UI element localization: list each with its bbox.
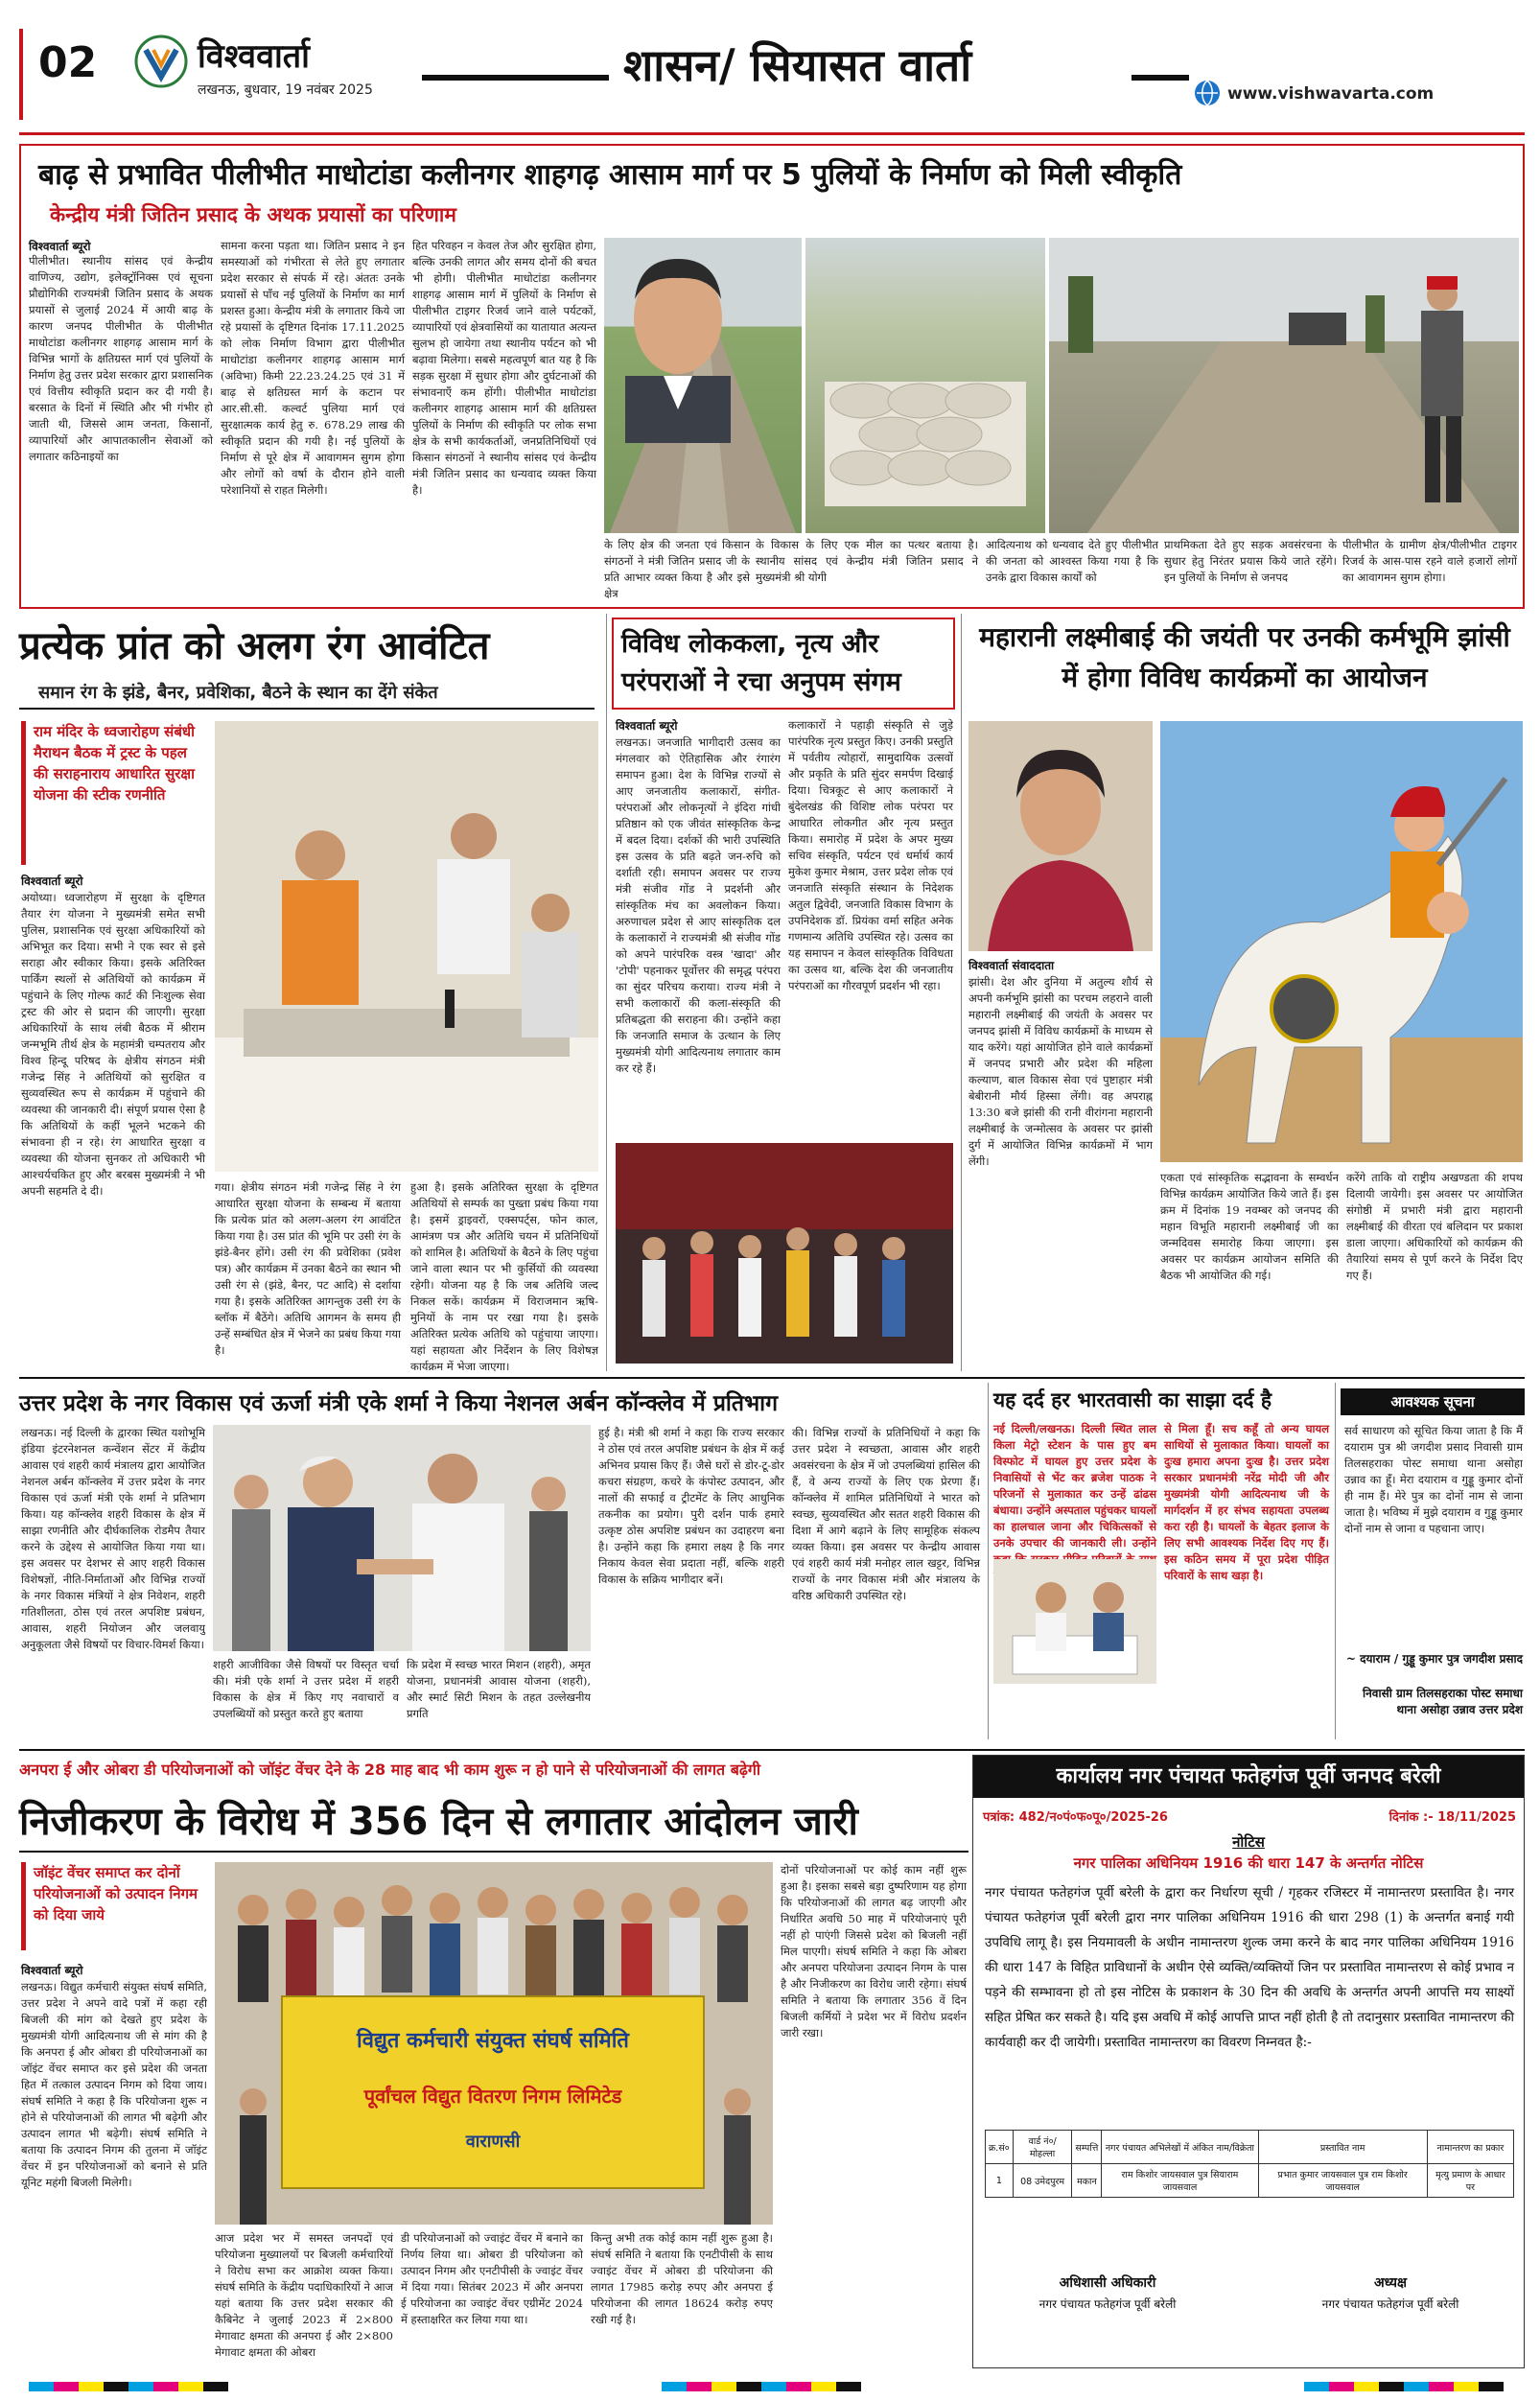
story3-byline: विश्ववार्ता ब्यूरो — [616, 719, 678, 733]
page-number: 02 — [38, 38, 98, 87]
horizontal-rule-2 — [19, 1377, 1525, 1379]
story-laxmibai-jayanti — [967, 614, 1525, 1371]
story2-col1: अयोध्या। ध्वजारोहण में सुरक्षा के दृष्टिगत तैयार रंग योजना ने मुख्यमंत्री समेत सभी पुलिस, प्रशासनिक एवं सुरक्षा अधिकारियों को अभिभूत कर दिया। सभी ने एक स्वर से इसे सराहा और स्वीकार किया। इसके अतिरिक्त पार्किंग स्थलों से अतिथियों को कार्यक्रम में पहुंचाने के लिए गोल्फ कार्ट की निःशुल्क सेवा ट्रस्ट की ओर से प्रदान की जाएगी। सुरक्षा अधिकारियों के साथ लंबी बैठक में श्रीराम जन्मभूमि तीर्थ क्षेत्र के महामंत्री चम्पतराय और विश्व हिन्दू परिषद के क्षेत्रीय संगठन मंत्री गजेन्द्र सिंह ने अतिथियों को सुरक्षित व सुव्यवस्थित रूप से कार्यक्रम में पहुंचाने की व्यवस्था की जानकारी दी। संपूर्ण प्रयास ऐसा है कि अतिथियों के कहीं भूलने भटकने की संभावना ही न रहे। रंग आधारित सुरक्षा व व्यवस्था की योजना सुनकर तो अधिकारी भी आश्चर्यचकित हुए और बरबस मुख्यमंत्री ने भी अपनी सहमति दे दी। — [21, 891, 205, 1198]
globe-icon — [1193, 79, 1222, 107]
story8-col3: डी परियोजनाओं को ज्वाइंट वेंचर में बनाने का निर्णय लिया था। ओबरा डी परियोजना को उत्पादन निगम और एनटीपीसी के ज्वाइंट वेंचर में दिया गया। सितंबर 2023 में और अनपरा ई परियोजना का ज्वाइंट वेंचर एग्रीमेंट 2024 में हस्ताक्षरित कर लिया गया था। — [401, 2231, 583, 2326]
sign-right-office: नगर पंचायत फतेहगंज पूर्वी बरेली — [1321, 2297, 1459, 2311]
notice-table-wrap — [985, 2130, 1514, 2198]
story1-col1: पीलीभीत। स्थानीय सांसद एवं केन्द्रीय वाणिज्य, उद्योग, इलेक्ट्रॉनिक्स एवं सूचना प्रौद्योगिकी राज्यमंत्री जितिन प्रसाद के अथक प्रयासों से जुलाई 2024 में आयी बाढ़ के कारण जनपद पीलीभीत के पीलीभीत माधोटांडा कलीनगर शाहगढ़ आसाम मार्ग के विभिन्न भागों के क्षतिग्रस्त मार्ग एवं पुलियों के निर्माण हेतु उत्तर प्रदेश सरकार द्वारा प्रशासनिक एवं वित्तीय स्वीकृति प्रदान कर दी गयी है। बरसात के दिनों में स्थिति और भी गंभीर हो जाती थी, जिससे आम जनता, किसानों, व्यापारियों और आपातकालीन सेवाओं को लगातार कठिनाइयों का — [29, 254, 213, 463]
th-property: सम्पत्ति — [1072, 2131, 1102, 2164]
story2-sidebox: राम मंदिर के ध्वजारोहण संबंधी मैराथन बैठक में ट्रस्ट के पहल की सराहनाराय आधारित सुरक्षा योजना की स्टीक रणनीति — [21, 721, 203, 865]
vertical-divider-3 — [988, 1383, 989, 1739]
vertical-divider-2 — [961, 614, 962, 1371]
td-transfer-type: मृत्यु प्रमाण के आधार पर — [1427, 2164, 1513, 2198]
td-serial: 1 — [986, 2164, 1014, 2198]
story-privatisation-protest — [19, 1755, 968, 2368]
notice-body: नगर पंचायत फतेहगंज पूर्वी बरेली के द्वारा कर निर्धारण सूची / गृहकर रजिस्टर में नामान्तरण प्रस्तावित है। नगर पंचायत फतेहगंज पूर्वी बरेली द्वारा नगर पालिका अधिनियम 1916 की धारा 298 (1) के अन्तर्गत बनाई गयी उपविधि लागू है। इस नियमावली के अधीन नामान्तरण शुल्क जमा करने के बाद नगर पालिका अधिनियम 1916 की धारा 147 के विहित प्राविधानों के अधीन ऐसे व्यक्ति/व्यक्तियों जिन पर प्रस्तावित नामान्तरण से कोई प्रभाव न पड़ने की सम्भावना हो तो इस नोटिस के प्रकाशन के 30 दिन की अवधि के अन्तर्गत अपनी आपत्ति मय साक्ष्यों सहित प्रेषित कर सकते है। यदि इस अवधि में कोई आपत्ति प्राप्त नहीं होती है तो तदानुसार प्रस्तावित नामान्तरण की कार्यवाही कर दी जायेगी। प्रस्तावित नामान्तरण का विवरण निम्नवत है:- — [985, 1885, 1514, 2050]
notice-ref: पत्रांक: 482/न०पं०फ०पू०/2025-26 — [983, 1810, 1168, 1825]
banner-line-1: विद्युत कर्मचारी संयुक्त संघर्ष समिति — [357, 2029, 629, 2053]
story-pilibhit-bridges — [19, 144, 1525, 609]
story1-photo-minister — [596, 242, 759, 443]
th-recorded-name: नगर पंचायत अभिलेखों में अंकित नाम/विक्रेता — [1102, 2131, 1258, 2164]
story6-col2: से मिला हूँ। सच कहूँ तो अन्य घायल साथियों से मुलाकात किया। घायलों का दुःख हमारा अपना दुःख है। उत्तर प्रदेश सरकार प्रधानमंत्री नरेंद्र मोदी जी और मुख्यमंत्री योगी आदित्यनाथ जी के मार्गदर्शन में हर संभव सहायता उपलब्ध करा रही है। घायलों के बेहतर इलाज के लिए सभी आवश्यक निर्देश दिए गए हैं। इस कठिन समय में पूरा प्रदेश पीड़ित परिवारों के साथ खड़ा है। — [1164, 1422, 1329, 1582]
header-left-border — [19, 29, 23, 120]
notice-sign-right — [1271, 2273, 1510, 2312]
story2-subhead: समान रंग के झंडे, बैनर, प्रवेशिका, बैठने के स्थान का देंगे संकेत — [38, 683, 438, 703]
story8-byline: विश्ववार्ता ब्यूरो — [21, 1964, 83, 1977]
story1-subhead: केन्द्रीय मंत्री जितिन प्रसाद के अथक प्रयासों का परिणाम — [50, 203, 456, 226]
notice-table-header-row — [986, 2131, 1514, 2164]
story5-col2: हुई है। मंत्री श्री शर्मा ने कहा कि राज्य सरकार ने ठोस एवं तरल अपशिष्ट प्रबंधन के क्षेत्र में कई अभिनव प्रयास किए हैं। जैसे घरों से डोर-टू-डोर कचरा संग्रहण, कचरे के कंपोस्ट उत्पादन, और नालों की सफाई व ट्रीटमेंट के लिए आधुनिक तकनीक का प्रयोग। पुरी दर्शन पार्क हमारे उत्कृष्ट ठोस अपशिष्ट प्रबंधन का उदाहरण बना है। उन्होंने कहा कि हमारा लक्ष्य है कि नगर निकाय केवल सेवा प्रदाता नहीं, बल्कि शहरी विकास के सक्रिय भागीदार बनें। — [598, 1426, 784, 1586]
story2-col3: हुआ है। इसके अतिरिक्त सुरक्षा के दृष्टिगत अतिथियों से सम्पर्क का पुख्ता प्रबंध किया गया है। इसमें ड्राइवरों, एक्सपर्ट्स, फोन काल, आमंत्रण पत्र और अतिथि चयन में प्रतिनिधियों को शामिल है। अतिथियों के बैठने के लिए पहुंचा जाने वाला स्थान पर भी कुर्सियों की व्यवस्था रहेगी। योजना यह है कि जब अतिथि जल्द निकल सकें। कार्यक्रम में विराजमान ऋषि-मुनियों के नाम पर रखा गया है। इसके अतिरिक्त प्रत्येक अतिथि को पहुंचाया जाएगा। यहां सहायता और निर्देशन के लिए विशेषज्ञ कार्यक्रम में भेजा जाएगा। — [410, 1180, 598, 1373]
print-color-bar-right — [1304, 2382, 1504, 2391]
story2-byline: विश्ववार्ता ब्यूरो — [21, 874, 83, 888]
section-title: शासन/ सियासत वार्ता — [623, 39, 972, 91]
sign-left-title: अधिशासी अधिकारी — [1059, 2275, 1156, 2291]
story-name-notice — [1341, 1388, 1525, 1745]
story1-byline: विश्ववार्ता ब्यूरो — [29, 240, 91, 253]
td-proposed-name: प्रभात कुमार जायसवाल पुत्र राम किशोर जायसवाल — [1258, 2164, 1427, 2198]
story4-col2: एकता एवं सांस्कृतिक सद्भावना के सम्वर्धन विभिन्न कार्यक्रम आयोजित किये जाते हैं। इस क्रम में दिनांक 19 नवम्बर को जनपद की महान विभूति महारानी लक्ष्मीबाई जी का जन्मदिवस समारोह किया जाएगा। इस अवसर पर कार्यक्रम आयोजन समिति की बैठक भी आयोजित की गई। — [1160, 1171, 1339, 1282]
page-header — [0, 0, 1540, 139]
story1-col3: हित परिवहन न केवल तेज और सुरक्षित होगा, बल्कि उनकी लागत और समय दोनों की बचत भी होगी। पीलीभीत माधोटांडा कलीनगर शाहगढ़ आसाम मार्ग में पुलियों के निर्माण से पीलीभीत टाइगर रिजर्व जाने वाले पर्यटकों, व्यापारियों एवं क्षेत्रवासियों का यातायात अत्यन्त सुलभ हो जायेगा तथा स्थानीय पर्यटन को भी बढ़ावा मिलेगा। सबसे महत्वपूर्ण बात यह है कि सड़क सुरक्षा में सुधार होगा और दुर्घटनाओं की संभावनाएँ कम होंगी। पीलीभीत माधोटांडा कलीनगर शाहगढ़ आसाम मार्ग की क्षतिग्रस्त पुलियों के निर्माण की स्वीकृति पर लोक सभा क्षेत्र के सभी कार्यकर्ताओं, जनप्रतिनिधियों एवं किसान संगठनों ने स्थानीय सांसद एवं केन्द्रीय मंत्री जितिन प्रसाद का धन्यवाद व्यक्त किया है। — [412, 239, 596, 497]
story3-col2: कलाकारों ने पहाड़ी संस्कृति से जुड़े पारंपरिक नृत्य प्रस्तुत किए। उनकी प्रस्तुति में पर्वतीय त्योहारों, सामुदायिक उत्सवों और प्रकृति के प्रति सुंदर समर्पण दिखाई दिया। चित्रकूट से आए कलाकारों ने बुंदेलखंड की विशिष्ट लोक परंपरा पर आधारित लोकगीत और नृत्य प्रस्तुत किया। समारोह में प्रदेश के अपर मुख्य सचिव संस्कृति, पर्यटन एवं धर्मार्थ कार्य मुकेश कुमार मेश्राम, उत्तर प्रदेश लोक एवं जनजाति संस्कृति संस्थान के निदेशक अतुल द्विवेदी, जनजाति विकास विभाग के उपनिदेशक डॉ. प्रियंका वर्मा सहित अनेक गणमान्य अतिथि उपस्थित रहे। उत्सव का यह समापन न केवल सांस्कृतिक विविधता का उत्सव था, बल्कि देश की जनजातीय परंपराओं का गौरवपूर्ण प्रदर्शन भी रहा। — [788, 718, 953, 992]
story5-col3: की। विभिन्न राज्यों के प्रतिनिधियों ने कहा कि उत्तर प्रदेश ने स्वच्छता, आवास और शहरी अवसंरचना के क्षेत्र में जो उपलब्धियां हासिल की हैं, वे अन्य राज्यों के लिए एक प्रेरणा हैं। कॉन्क्लेव में शामिल प्रतिनिधियों ने भारत को स्वच्छ, सुव्यवस्थित और सतत शहरी विकास की दिशा में आगे बढ़ाने के लिए सामूहिक संकल्प व्यक्त किया। इस अवसर पर केन्द्रीय आवास एवं शहरी कार्य मंत्री मनोहर लाल खट्टर, विभिन्न राज्यों के नगर विकास मंत्री और मंत्रालय के वरिष्ठ अधिकारी उपस्थित रहे। — [792, 1426, 980, 1602]
story4-photo-painting — [1160, 721, 1523, 1162]
vertical-divider-1 — [606, 614, 607, 1371]
story2-headline: प्रत्येक प्रांत को अलग रंग आवंटित — [19, 624, 490, 668]
story1-bottom4: प्राथमिकता देते हुए सड़क अवसंरचना के सुधार हेतु निरंतर प्रयास किये जाते रहेंगे। इन पुलियों के निर्माण से जनपद — [1164, 538, 1337, 584]
story5-bottom1: शहरी आजीविका जैसे विषयों पर विस्तृत चर्चा की। मंत्री एके शर्मा ने उत्तर प्रदेश में शहरी विकास के क्षेत्र में किए गए नवाचारों व उपलब्धियों को प्रस्तुत करते हुए बताया — [213, 1658, 399, 1720]
notice-table — [985, 2130, 1514, 2198]
th-proposed-name: प्रस्तावित नाम — [1258, 2131, 1427, 2164]
sign-left-office: नगर पंचायत फतेहगंज पूर्वी बरेली — [1038, 2297, 1177, 2311]
th-serial: क्र.सं० — [986, 2131, 1014, 2164]
story8-kicker: अनपरा ई और ओबरा डी परियोजनाओं को जॉइंट वेंचर देने के 28 माह बाद भी काम शुरू न हो पाने से परियोजनाओं की लागत बढ़ेगी — [19, 1760, 761, 1779]
story7-signer: ~ दयाराम / गुड्डू कुमार पुत्र जगदीश प्रसाद — [1345, 1652, 1523, 1666]
story7-box-title: आवश्यक सूचना — [1341, 1388, 1525, 1415]
story8-headline: निजीकरण के विरोध में 356 दिन से लगातार आंदोलन जारी — [19, 1800, 858, 1844]
header-rule-right — [1132, 75, 1189, 81]
notice-sign-left — [992, 2273, 1223, 2312]
story1-bottom2: के विकास के लिए एक मील का पत्थर बताया है। स्थानीय सांसद एवं केन्द्रीय मंत्री जितिन प्रसाद ने मुख्यमंत्री श्री योगी — [756, 538, 978, 584]
print-color-bar-left — [29, 2382, 228, 2391]
story6-col1: नई दिल्ली/लखनऊ। दिल्ली स्थित लाल किला मेट्रो स्टेशन के पास हुए बम विस्फोट में घायल हुए उत्तर प्रदेश के निवासियों से भेंट कर ब्रजेश पाठक ने परिजनों से मुलाकात कर उन्हें ढांढस बंधाया। उन्होंने अस्पताल पहुंचकर घायलों का हालचाल जाना और चिकित्सकों से उनके उपचार की जानकारी ली। उन्होंने — [993, 1422, 1156, 1550]
story1-bottom3: आदित्यनाथ को धन्यवाद देते हुए पीलीभीत की जनता को आश्वस्त किया गया है कि उनके द्वारा विकास कार्यों को — [986, 538, 1158, 584]
story1-photo-materials — [805, 238, 1045, 533]
story8-col5: दोनों परियोजनाओं पर कोई काम नहीं शुरू हुआ है। इसका सबसे बड़ा दुष्परिणाम यह होगा कि परियोजनाओं की लागत बढ़ जाएगी और निर्धारित अवधि 50 माह में परियोजनाएं पूरी नहीं हो पाएंगी जिससे प्रदेश को बिजली नहीं मिल पाएगी। संघर्ष समिति ने कहा कि ओबरा और अनपरा परियोजना उत्पादन निगम के पास है और निजीकरण का विरोध जारी रहेगा। संघर्ष समिति ने बताया कि लगातार 356 वें दिन बिजली कर्मियों ने प्रदेश भर में विरोध प्रदर्शन जारी रखा। — [781, 1863, 967, 2040]
story5-headline: उत्तर प्रदेश के नगर विकास एवं ऊर्जा मंत्री एके शर्मा ने किया नेशनल अर्बन कॉन्क्लेव में प्रतिभाग — [19, 1391, 779, 1416]
story4-byline: विश्ववार्ता संवाददाता — [968, 959, 1055, 972]
sign-right-title: अध्यक्ष — [1373, 2275, 1408, 2291]
story5-bottom2: कि प्रदेश में स्वच्छ भारत मिशन (शहरी), अमृत योजना, प्रधानमंत्री आवास योजना (शहरी), और स्मार्ट सिटी मिशन के तहत उल्लेखनीय प्रगति — [407, 1658, 591, 1720]
story7-address: निवासी ग्राम तिलसहराका पोस्ट समाधा थाना असोहा उन्नाव उत्तर प्रदेश — [1363, 1687, 1523, 1716]
story2-col2: गया। क्षेत्रीय संगठन मंत्री गजेन्द्र सिंह ने रंग आधारित सुरक्षा योजना के सम्बन्ध में बताया कि प्रत्येक प्रांत को अलग-अलग रंग आवंटित किया गया है। उस प्रांत की भूमि पर उसी रंग के झंडे-बैनर होंगे। उसी रंग की प्रवेशिका (प्रवेश पत्र) और कार्यक्रम में उनका बैठने का स्थान भी उसी रंग से (झंडे, बैनर, पट आदि) से दर्शाया गया है। इसके अतिरिक्त आगन्तुक उसी रंग के ब्लॉक में बैठेंगे। अतिथि आगमन के समय ही उन्हें सम्बंधित क्षेत्र में भेजने का प्रबंध किया गया है। — [215, 1180, 401, 1357]
website-url[interactable]: www.vishwavarta.com — [1227, 84, 1435, 104]
banner-line-2: पूर्वांचल विद्युत वितरण निगम लिमिटेड — [363, 2085, 622, 2108]
story1-col2: सामना करना पड़ता था। जितिन प्रसाद ने इन समस्याओं को गंभीरता से लेते हुए लगातार प्रदेश सरकार से संपर्क में रहे। अंततः उनके प्रयासों से पाँच नई पुलियों के निर्माण का मार्ग प्रशस्त हुआ। केन्द्रीय मंत्री के लगातार किये जा रहे प्रयासों के दृष्टिगत दिनांक 17.11.2025 को लोक निर्माण विभाग द्वारा पीलीभीत माधोटांडा कलीनगर शाहगढ़ आसाम मार्ग (अविभा) किमी 22.23.24.25 एवं 31 में बाढ़ से क्षतिग्रस्त मार्ग के कटान पर आर.सी.सी. कल्वर्ट पुलिया मार्ग एवं सुरक्षात्मक कार्य हेतु रु. 678.29 लाख की स्वीकृति प्रदान की गयी है। नई पुलियों के निर्माण से पूरे क्षेत्र में आवागमन सुगम होगा और लोगों को वर्षा के दौरान होने वाली परेशानियों से राहत मिलेगी। — [221, 239, 405, 497]
story4-headline: महारानी लक्ष्मीबाई की जयंती पर उनकी कर्मभूमि झांसी में होगा विविध कार्यक्रमों का आयोजन — [979, 621, 1510, 693]
story8-sidebox: जॉइंट वेंचर समाप्त कर दोनों परियोजनाओं को उत्पादन निगम को दिया जाये — [21, 1862, 203, 1950]
paper-logo-icon — [134, 35, 188, 88]
td-ward: 08 उमेदपुरम — [1013, 2164, 1072, 2198]
story3-headline: विविध लोककला, नृत्य और परंपराओं ने रचा अनुपम संगम — [621, 629, 901, 697]
dateline: लखनऊ, बुधवार, 19 नवंबर 2025 — [198, 82, 373, 98]
story6-headline: यह दर्द हर भारतवासी का साझा दर्द है — [993, 1388, 1272, 1411]
story5-col1: लखनऊ। नई दिल्ली के द्वारका स्थित यशोभूमि इंडिया इंटरनेशनल कन्वेंशन सेंटर में केंद्रीय आवास एवं शहरी कार्य मंत्रालय द्वारा आयोजित नेशनल अर्बन कॉन्क्लेव में उत्तर प्रदेश के नगर विकास एवं ऊर्जा मंत्री एके शर्मा ने प्रतिभाग किया। यह कॉन्क्लेव शहरी विकास के क्षेत्र में साझा रणनीति और दीर्घकालिक रोडमैप तैयार करने के उद्देश्य से आयोजित किया गया था। इस अवसर पर देशभर से आए शहरी विकास विशेषज्ञों, नीति-निर्माताओं और विभिन्न राज्यों के नगर विकास मंत्रियों ने क्षेत्र निवेशन, शहरी गतिशीलता, ठोस एवं तरल अपशिष्ट प्रबंधन, आवास, शहरी नियोजन और जलवायु अनुकूलता जैसे विषयों पर विचार-विमर्श किया। — [21, 1426, 205, 1651]
story4-col3: करेंगे ताकि वो राष्ट्रीय अखण्डता की शपथ दिलायी जायेगी। इस अवसर पर आयोजित संगोष्ठी में प्रभारी मंत्री द्वारा महारानी लक्ष्मीबाई की वीरता एवं बलिदान पर प्रकाश डाला जाएगा। अधिकारियों को कार्यक्रम की तैयारियां समय से पूर्ण करने के निर्देश दिए गए हैं। — [1346, 1171, 1523, 1282]
story3-headline-box — [612, 618, 955, 710]
story-urban-conclave — [19, 1383, 984, 1745]
story1-headline: बाढ़ से प्रभावित पीलीभीत माधोटांडा कलीनगर शाहगढ़ आसाम मार्ग पर 5 पुलियों के निर्माण को मिली स्वीकृति — [38, 158, 1182, 192]
story1-bottom1: के लिए क्षेत्र की जनता एवं किसान संगठनों ने मंत्री जितिन प्रसाद जी के प्रति आभार व्यक्त किया है और इसे क्षेत्र — [604, 538, 750, 600]
story6-photo-hospital — [993, 1559, 1156, 1684]
header-rule-left — [422, 75, 609, 81]
story1-bottom5: पीलीभीत के ग्रामीण क्षेत्र/पीलीभीत टाइगर रिजर्व के आस-पास रहने वाले हजारों लोगों का आवागमन सुगम होगा। — [1342, 538, 1517, 584]
table-row — [986, 2164, 1514, 2198]
notice-subtitle: नगर पालिका अधिनियम 1916 की धारा 147 के अन्तर्गत नोटिस — [1073, 1854, 1424, 1872]
td-recorded-name: राम किशोर जायसवाल पुत्र सियाराम जायसवाल — [1102, 2164, 1258, 2198]
horizontal-rule-3 — [19, 1749, 1525, 1751]
story3-col1: लखनऊ। जनजाति भागीदारी उत्सव का मंगलवार को ऐतिहासिक और रंगारंग समापन हुआ। देश के विभिन्न राज्यों से आए जनजातीय कलाकारों, संगीत-परंपराओं और लोकनृत्यों ने इंदिरा गांधी प्रतिष्ठान को एक जीवंत सांस्कृतिक केन्द्र में बदल दिया। दर्शकों की भारी उपस्थिति इस उत्सव के प्रति बढ़ते जन-रुचि को दर्शाती रही। समापन अवसर पर राज्य मंत्री संजीव गोंड ने प्रदर्शनी और सांस्कृतिक मंच का अवलोकन किया। अरुणाचल प्रदेश से आए सांस्कृतिक दल के कलाकारों ने राज्यमंत्री श्री संजीव गोंड को अपने पारंपरिक वस्त्र 'खादा' और 'टोपी' पहनाकर पूर्वोत्तर की समृद्ध परंपरा का सुंदर परिचय कराया। राज्य मंत्री ने सभी कलाकारों की कला-संस्कृति की प्रतिबद्धता की सराहना की। उन्होंने कहा कि जनजाति समाज के उत्थान के लिए मुख्यमंत्री योगी आदित्यनाथ लगातार काम कर रहे हैं। — [616, 735, 781, 1075]
notice-office: कार्यालय नगर पंचायत फतेहगंज पूर्वी जनपद बरेली — [973, 1756, 1524, 1798]
story8-col1: लखनऊ। विद्युत कर्मचारी संयुक्त संघर्ष समिति, उत्तर प्रदेश ने अपने वादे पत्रों में कहा रही बिजली की मांग को देखते हुए प्रदेश के मुख्यमंत्री योगी आदित्यनाथ जी से मांग की है कि अनपरा ई और ओबरा डी परियोजनाओं का जॉइंट वेंचर समाप्त कर इसे प्रदेश की जनता हित में तत्काल उत्पादन निगम को दिया जाय। संघर्ष समिति ने कहा है कि परियोजना शुरू न होने से परियोजनाओं की लागत भी बढ़ेगी और उत्पादन लागत भी बढ़ेगी। संघर्ष समिति ने बताया कि उत्पादन निगम की तुलना में जॉइंट वेंचर में इन परियोजनाओं को बनाने से प्रति यूनिट महंगी बिजली मिलेगी। — [21, 1980, 207, 2189]
story1-photo-road-worker — [1049, 238, 1519, 533]
vertical-divider-4 — [1335, 1383, 1336, 1739]
story4-photo-woman — [968, 721, 1153, 951]
th-transfer-type: नामान्तरण का प्रकार — [1427, 2131, 1513, 2164]
story5-photo-handshake — [213, 1425, 591, 1651]
story8-rule — [19, 1851, 968, 1853]
story2-photo-meeting — [215, 721, 598, 1172]
td-property: मकान — [1072, 2164, 1102, 2198]
th-ward: वार्ड नं०/मोहल्ला — [1013, 2131, 1072, 2164]
story4-col1: झांसी। देश और दुनिया में अतुल्य शौर्य से अपनी कर्मभूमि झांसी का परचम लहराने वाली महारानी लक्ष्मीबाई की जयंती के अवसर पर जनपद झांसी में विविध कार्यक्रमों के माध्यम से याद करेंगे। यहां आयोजित होने वाले कार्यक्रमों में जनपद प्रभारी और प्रदेश की महिला कल्याण, बाल विकास सेवा एवं पुष्टाहार मंत्री बेबीरानी मौर्य हिस्सा लेंगी। वह अपराह्न 13:30 बजे झांसी की रानी वीरांगना महारानी लक्ष्मीबाई के जन्मोत्सव के अवसर पर झांसी दुर्ग में आयोजित विभिन्न कार्यक्रमों में भाग लेंगी। — [968, 975, 1153, 1168]
print-color-bar-mid — [662, 2382, 861, 2391]
story8-col4: किन्तु अभी तक कोई काम नहीं शुरू हुआ है। संघर्ष समिति ने बताया कि एनटीपीसी के साथ ज्वाइंट वेंचर में ओबरा डी परियोजना की लागत 17985 करोड़ रुपए और अनपरा ई परियोजना की लागत 18624 करोड़ रुपए रखी गई है। — [591, 2231, 773, 2326]
notice-title: नोटिस — [1232, 1833, 1265, 1851]
municipal-notice — [972, 1755, 1525, 2368]
header-bottom-rule — [19, 132, 1525, 135]
banner-line-3: वाराणसी — [465, 2132, 521, 2152]
story8-col2: आज प्रदेश भर में समस्त जनपदों एवं परियोजना मुख्यालयों पर बिजली कर्मचारियों ने विरोध सभा कर आक्रोश व्यक्त किया। संघर्ष समिति के केंद्रीय पदाधिकारियों ने आज यहां बताया कि उत्तर प्रदेश सरकार की कैबिनेट ने जुलाई 2023 में 2×800 मेगावाट क्षमता की अनपरा ई और 2×800 मेगावाट क्षमता की ओबरा — [215, 2231, 393, 2359]
story3-photo-stage — [616, 1143, 953, 1364]
story7-body: सर्व साधारण को सूचित किया जाता है कि मैं दयाराम पुत्र श्री जगदीश प्रसाद निवासी ग्राम तिलसहराका पोस्ट समाधा थाना असोहा उन्नाव का हूँ। मेरा दयाराम व गुड्डू कुमार दोनों ही नाम हैं। मेरे पुत्र का दोनों नाम से जाना जाता है। भविष्य में मुझे दयाराम व गुड्डू कुमार दोनों नाम से जाना व पहचाना जाए। — [1344, 1424, 1523, 1535]
story-delhi-blast — [993, 1383, 1331, 1745]
paper-name: विश्ववार्ता — [198, 37, 310, 76]
protest-banner-text — [282, 1996, 704, 2188]
notice-date: दिनांक :- 18/11/2025 — [1388, 1810, 1516, 1825]
story2-rule — [19, 708, 595, 710]
story-ayodhya-colors — [19, 614, 602, 1371]
story-tribal-festival — [612, 614, 957, 1371]
